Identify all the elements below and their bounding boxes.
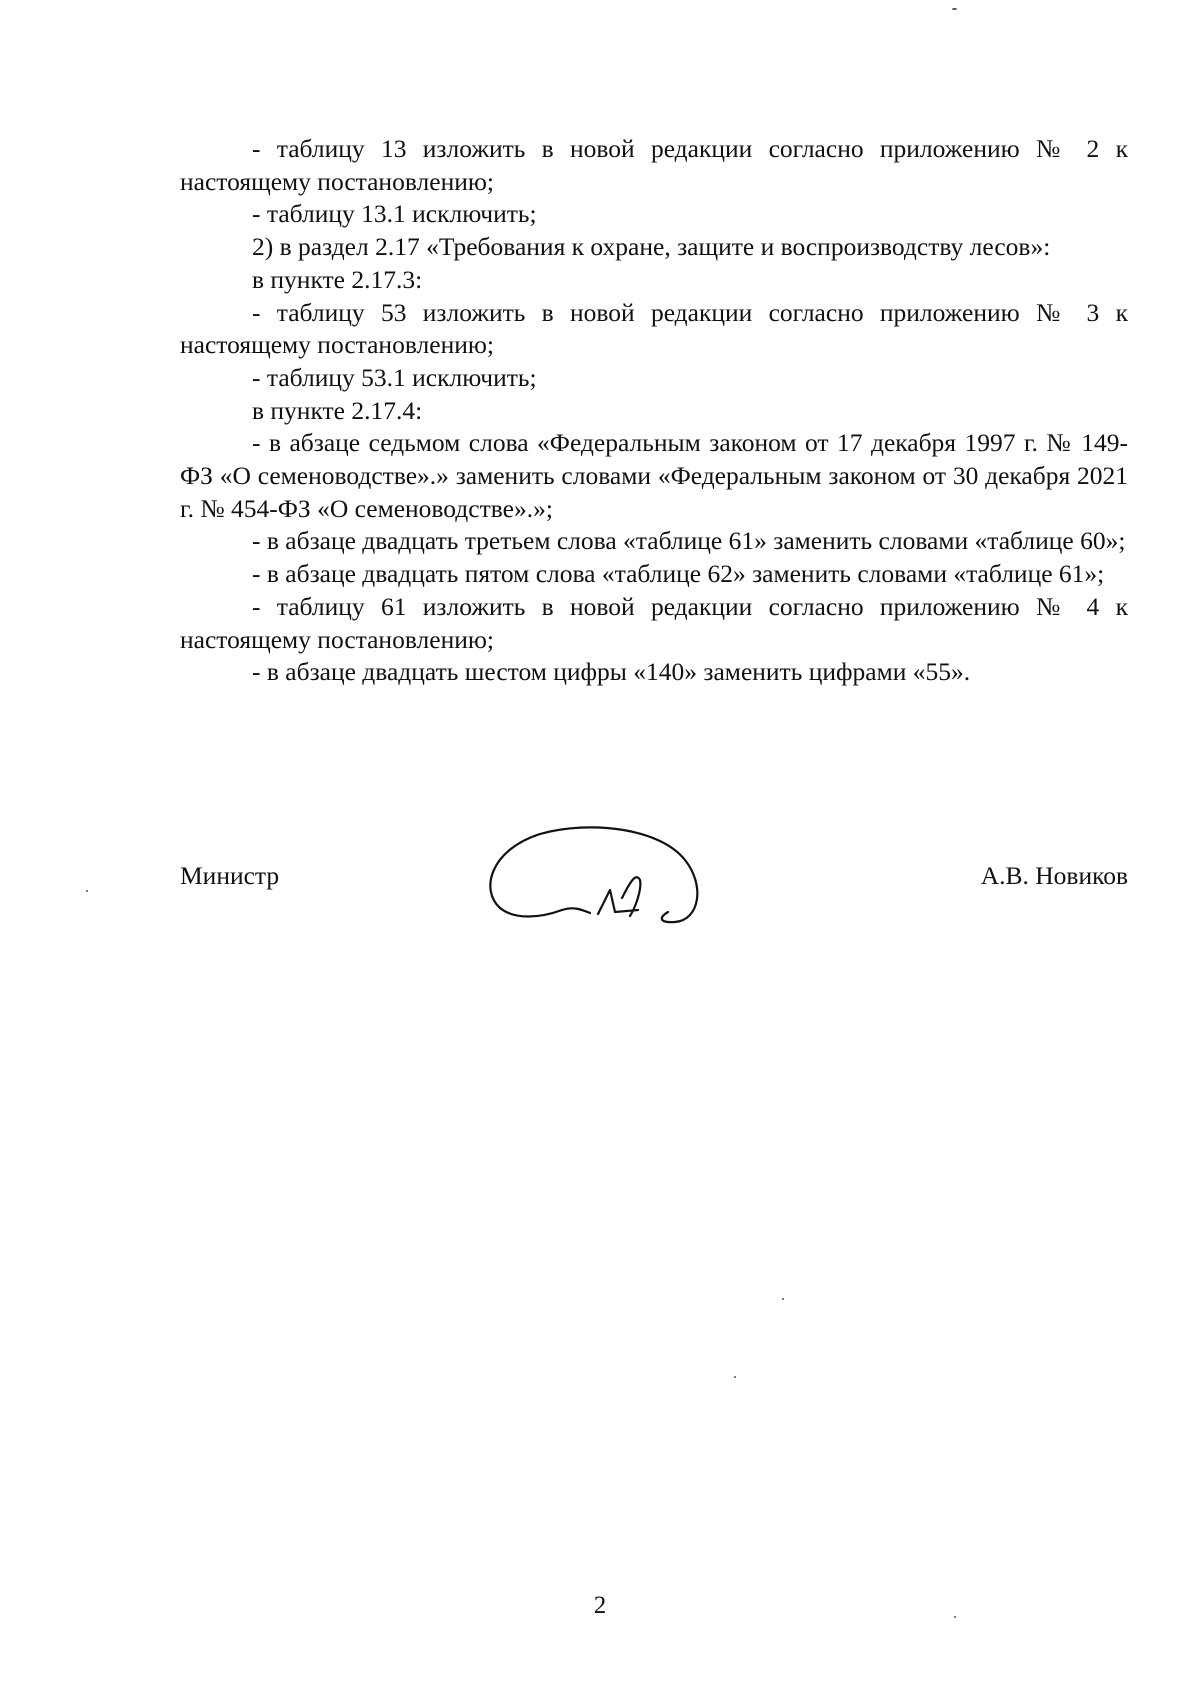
scan-speck — [954, 1616, 956, 1618]
paragraph-1: - таблицу 13 изложить в новой редакции согласно приложению № 2 к настоящему постановлению; — [180, 134, 1128, 196]
paragraph-11: - таблицу 61 изложить в новой редакции согласно приложению № 4 к настоящему постановлению; — [180, 591, 1128, 654]
paragraph-10: - в абзаце двадцать пятом слова «таблице 62» заменить словами «таблице 61»; — [252, 559, 1105, 589]
scan-speck — [782, 1298, 784, 1300]
paragraph-7: в пункте 2.17.4: — [252, 395, 423, 425]
paragraph-8: - в абзаце седьмом слова «Федеральным законом от 17 декабря 1997 г. № 149-ФЗ «О семеноводстве».» заменить словами «Федеральным законом от 30 декабря 2021 г. № 454-ФЗ «О семеноводстве».»; — [180, 428, 1128, 523]
page-number: 2 — [593, 1592, 607, 1619]
paragraph-6: - таблицу 53.1 исключить; — [252, 362, 537, 392]
signature-block — [180, 838, 1128, 948]
scan-speck — [86, 890, 88, 892]
paragraph-4: в пункте 2.17.3: — [252, 264, 423, 294]
scan-speck — [952, 8, 957, 10]
document-body — [180, 133, 1128, 689]
paragraph-5: - таблицу 53 изложить в новой редакции согласно приложению № 3 к настоящему постановлению; — [180, 297, 1128, 360]
paragraph-12: - в абзаце двадцать шестом цифры «140» заменить цифрами «55». — [252, 657, 971, 687]
paragraph-2: - таблицу 13.1 исключить; — [252, 199, 537, 229]
signatory-name: А.В. Новиков — [980, 861, 1128, 890]
paragraph-9: - в абзаце двадцать третьем слова «таблице 61» заменить словами «таблице 60»; — [252, 526, 1126, 556]
signatory-title: Министр — [180, 861, 280, 890]
handwritten-signature — [470, 820, 720, 940]
scan-speck — [734, 1376, 736, 1378]
paragraph-3: 2) в раздел 2.17 «Требования к охране, защите и воспроизводству лесов»: — [252, 232, 1051, 262]
